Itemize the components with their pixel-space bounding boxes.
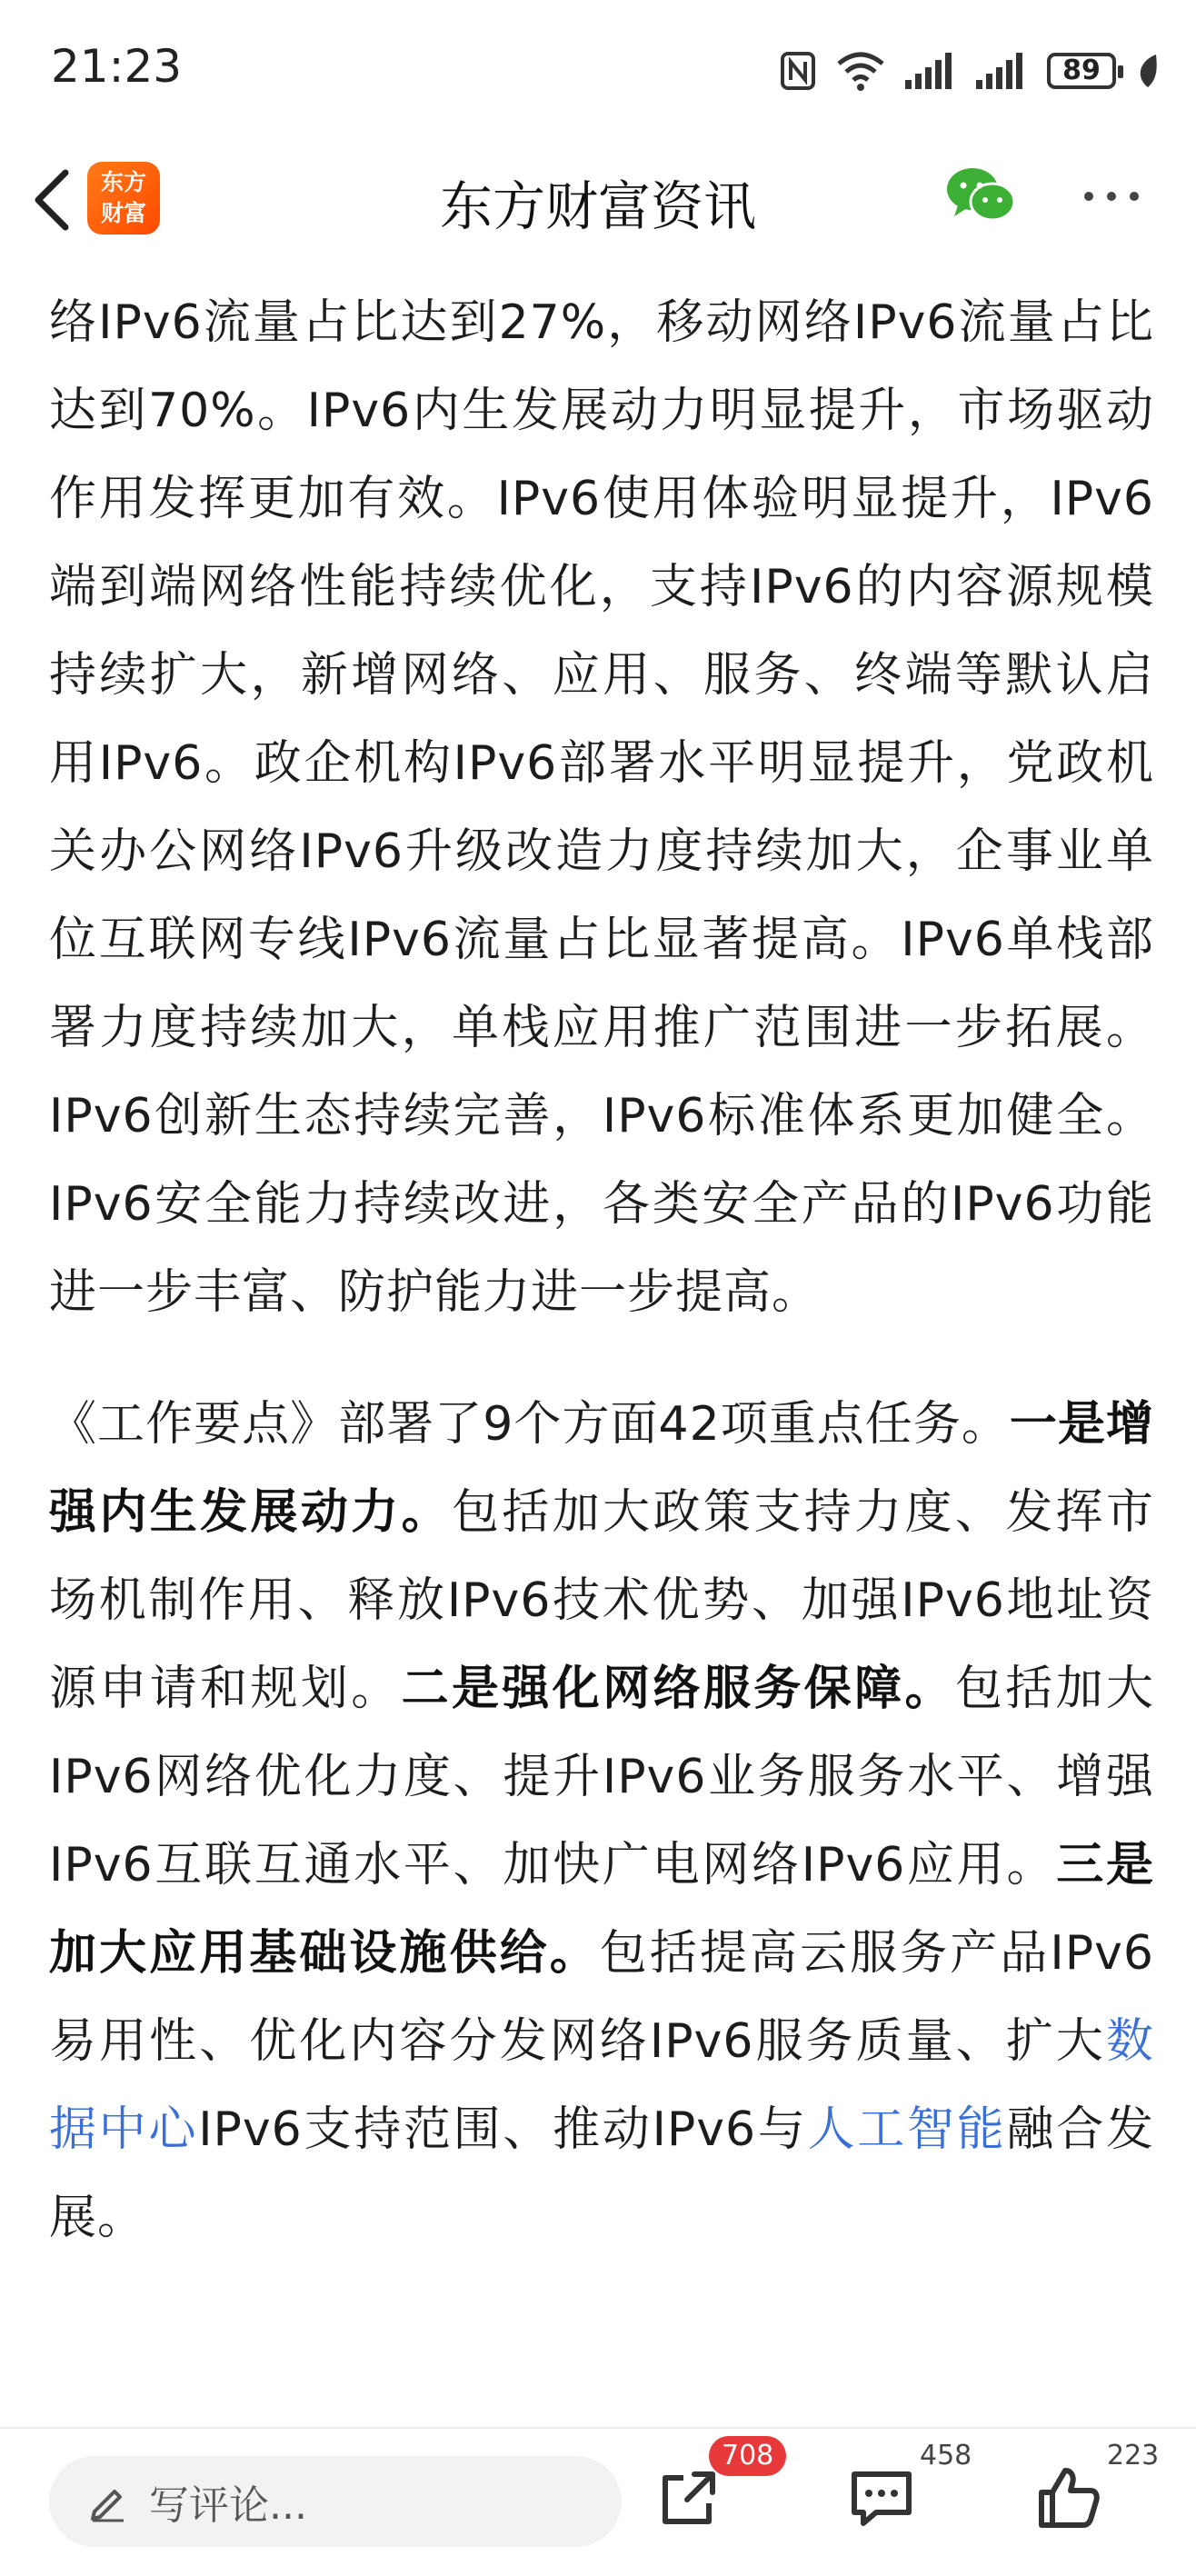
more-options-icon[interactable]	[1080, 169, 1143, 224]
status-bar	[0, 0, 1196, 136]
battery-icon: 89	[1047, 53, 1116, 89]
article-body	[49, 264, 1154, 2427]
pencil-icon	[87, 2481, 129, 2522]
bottom-action-bar	[0, 2427, 1196, 2576]
stock-link-data-center[interactable]: 数据中心	[49, 2014, 1154, 2157]
stock-link-ai[interactable]: 人工智能	[807, 2102, 1007, 2157]
share-button[interactable]	[653, 2440, 774, 2534]
signal-icon	[976, 53, 1027, 89]
share-count-badge: 708	[709, 2436, 786, 2476]
comment-input[interactable]	[49, 2456, 622, 2547]
bold-text: 三是加大应用基础设施供给。	[49, 1838, 1154, 1981]
share-icon	[653, 2461, 725, 2534]
article-paragraph	[49, 264, 1154, 1337]
text-span: 包括加大IPv6网络优化力度、提升IPv6业务服务水平、增强IPv6互联互通水平、加快广电网络IPv6应用。	[49, 1662, 1154, 1892]
article-paragraph	[49, 1381, 1154, 2262]
nfc-icon	[780, 51, 816, 91]
comment-count: 458	[920, 2440, 972, 2471]
wifi-icon	[836, 51, 885, 91]
text-span: 《工作要点》部署了9个方面42项重点任务。	[49, 1397, 1010, 1452]
comment-icon	[845, 2461, 918, 2534]
like-button[interactable]	[1032, 2440, 1160, 2534]
status-icons	[780, 44, 1160, 98]
wechat-share-icon[interactable]	[945, 164, 1018, 227]
leaf-icon	[1136, 53, 1160, 89]
status-time: 21:23	[51, 40, 183, 93]
logo-text-line1: 东方	[100, 169, 146, 195]
text-span: IPv6支持范围、推动IPv6与	[198, 2102, 808, 2157]
comment-placeholder: 写评论...	[149, 2482, 307, 2529]
text-span: 融合发展。	[49, 2102, 1154, 2245]
comments-button[interactable]	[845, 2440, 972, 2534]
bold-text: 二是强化网络服务保障。	[401, 1662, 955, 1716]
text-span: 包括提高云服务产品IPv6易用性、优化内容分发网络IPv6服务质量、扩大	[49, 1926, 1154, 2069]
app-header	[0, 136, 1196, 264]
thumbs-up-icon	[1032, 2461, 1105, 2534]
bold-text: 一是增强内生发展动力。	[49, 1397, 1154, 1540]
page-title: 东方财富资讯	[439, 175, 756, 237]
text-span: 包括加大政策支持力度、发挥市场机制作用、释放IPv6技术优势、加强IPv6地址资源申请和规划。	[49, 1485, 1154, 1716]
text-span: 络IPv6流量占比达到27%，移动网络IPv6流量占比达到70%。IPv6内生发展动力明显提升，市场驱动作用发挥更加有效。IPv6使用体验明显提升，IPv6端到端网络性能持续优化，支持IPv6的内容源规模持续扩大，新增网络、应用、服务、终端等默认启用IPv6。政企机构IPv6部署水平明显提升，党政机关办公网络IPv6升级改造力度持续加大，企事业单位互联网专线IPv6流量占比显著提高。IPv6单栈部署力度持续加大，单栈应用推广范围进一步拓展。IPv6创新生态持续完善，IPv6标准体系更加健全。IPv6安全能力持续改进，各类安全产品的IPv6功能进一步丰富、防护能力进一步提高。	[49, 295, 1154, 1320]
signal-icon	[905, 53, 956, 89]
like-count: 223	[1107, 2440, 1160, 2471]
logo-text-line2: 财富	[100, 200, 146, 226]
